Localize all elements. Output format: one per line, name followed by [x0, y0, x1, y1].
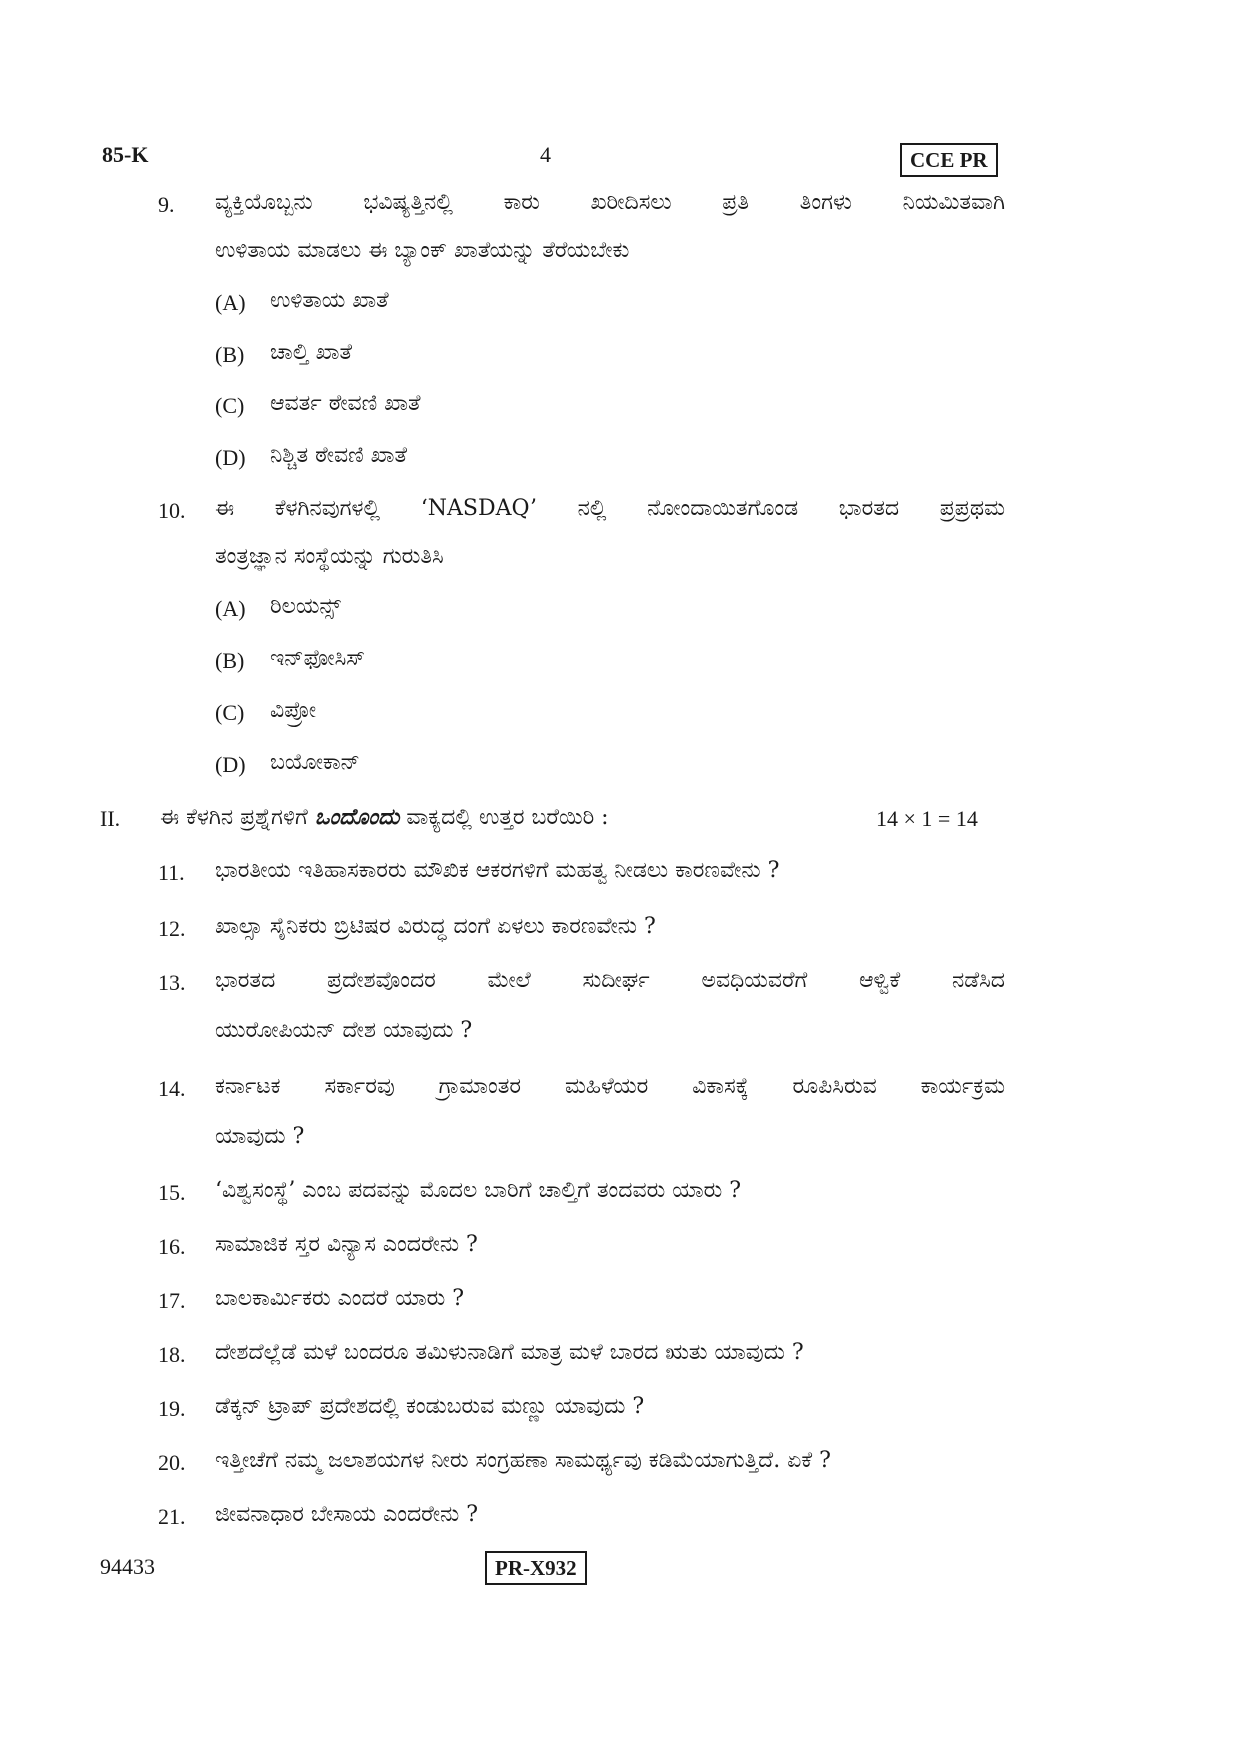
option-text: ವಿಪ್ರೋ	[270, 698, 317, 723]
question-text-line: ಭಾರತದ ಪ್ರದೇಶವೊಂದರ ಮೇಲೆ ಸುದೀರ್ಘ ಅವಧಿಯವರೆಗೆ ಆಳ್ವಿಕೆ ನಡೆಸಿದ	[215, 968, 1005, 993]
option-label: (A)	[215, 290, 246, 315]
question-text-line: ಯುರೋಪಿಯನ್ ದೇಶ ಯಾವುದು ?	[215, 1018, 473, 1043]
instruction-emphasis: ಒಂದೊಂದು	[314, 804, 400, 830]
option-label: (B)	[215, 342, 245, 367]
question-number: 11.	[158, 860, 185, 885]
option-label: (D)	[215, 445, 246, 470]
question-text-line: ದೇಶದೆಲ್ಲೆಡೆ ಮಳೆ ಬಂದರೂ ತಮಿಳುನಾಡಿಗೆ ಮಾತ್ರ ಮಳೆ ಬಾರದ ಋತು ಯಾವುದು ?	[215, 1340, 804, 1365]
option-text: ಬಯೋಕಾನ್	[270, 750, 360, 775]
question-text-line: ಜೀವನಾಧಾರ ಬೇಸಾಯ ಎಂದರೇನು ?	[215, 1502, 479, 1527]
question-text-line: ‘ವಿಶ್ವಸಂಸ್ಥೆ’ ಎಂಬ ಪದವನ್ನು ಮೊದಲ ಬಾರಿಗೆ ಚಾಲ್ತಿಗೆ ತಂದವರು ಯಾರು ?	[215, 1178, 742, 1203]
option-text: ರಿಲಯನ್ಸ್	[270, 594, 341, 619]
instruction-text: ವಾಕ್ಯದಲ್ಲಿ ಉತ್ತರ ಬರೆಯಿರಿ :	[399, 805, 609, 830]
option-label: (D)	[215, 752, 246, 777]
question-text-line: ಭಾರತೀಯ ಇತಿಹಾಸಕಾರರು ಮೌಖಿಕ ಆಕರಗಳಿಗೆ ಮಹತ್ವ ನೀಡಲು ಕಾರಣವೇನು ?	[215, 858, 780, 883]
question-text-line: ಉಳಿತಾಯ ಮಾಡಲು ಈ ಬ್ಯಾಂಕ್ ಖಾತೆಯನ್ನು ತೆರೆಯಬೇಕು	[215, 238, 630, 263]
question-number: 16.	[158, 1234, 186, 1259]
option-text: ಚಾಲ್ತಿ ಖಾತೆ	[270, 340, 352, 365]
question-number: 20.	[158, 1450, 186, 1475]
question-text-line: ಇತ್ತೀಚೆಗೆ ನಮ್ಮ ಜಲಾಶಯಗಳ ನೀರು ಸಂಗ್ರಹಣಾ ಸಾಮರ್ಥ್ಯವು ಕಡಿಮೆಯಾಗುತ್ತಿದೆ. ಏಕೆ ?	[215, 1448, 831, 1473]
question-number: 14.	[158, 1076, 186, 1101]
question-text-line: ಸಾಮಾಜಿಕ ಸ್ತರ ವಿನ್ಯಾಸ ಎಂದರೇನು ?	[215, 1232, 478, 1257]
question-number: 13.	[158, 970, 186, 995]
question-text-line: ಬಾಲಕಾರ್ಮಿಕರು ಎಂದರೆ ಯಾರು ?	[215, 1286, 465, 1311]
section-number: II.	[100, 806, 121, 831]
footer-code-badge: PR-X932	[485, 1551, 587, 1585]
question-text-line: ತಂತ್ರಜ್ಞಾನ ಸಂಸ್ಥೆಯನ್ನು ಗುರುತಿಸಿ	[215, 544, 444, 569]
question-number: 12.	[158, 916, 186, 941]
question-text-line: ಖಾಲ್ಸಾ ಸೈನಿಕರು ಬ್ರಿಟಿಷರ ವಿರುದ್ಧ ದಂಗೆ ಏಳಲು ಕಾರಣವೇನು ?	[215, 914, 656, 939]
question-text-line: ಈ ಕೆಳಗಿನವುಗಳಲ್ಲಿ ‘NASDAQ’ ನಲ್ಲಿ ನೋಂದಾಯಿತಗೊಂಡ ಭಾರತದ ಪ್ರಪ್ರಥಮ	[215, 496, 1005, 521]
instruction-text: ಈ ಕೆಳಗಿನ ಪ್ರಶ್ನೆಗಳಿಗೆ	[160, 805, 315, 830]
question-number: 10.	[158, 498, 186, 523]
option-label: (C)	[215, 700, 245, 725]
option-label: (C)	[215, 393, 245, 418]
question-text-line: ಡೆಕ್ಕನ್ ಟ್ರಾಪ್ ಪ್ರದೇಶದಲ್ಲಿ ಕಂಡುಬರುವ ಮಣ್ಣು ಯಾವುದು ?	[215, 1394, 645, 1419]
footer-number: 94433	[100, 1554, 155, 1579]
question-number: 21.	[158, 1504, 186, 1529]
question-text-line: ವ್ಯಕ್ತಿಯೊಬ್ಬನು ಭವಿಷ್ಯತ್ತಿನಲ್ಲಿ ಕಾರು ಖರೀದಿಸಲು ಪ್ರತಿ ತಿಂಗಳು ನಿಯಮಿತವಾಗಿ	[215, 190, 1005, 215]
paper-code: 85-K	[102, 142, 149, 167]
section-marks: 14 × 1 = 14	[876, 806, 978, 831]
option-text: ಆವರ್ತ ಠೇವಣಿ ಖಾತೆ	[270, 391, 421, 416]
option-text: ಉಳಿತಾಯ ಖಾತೆ	[270, 288, 389, 313]
option-text: ಇನ್‌ಫೋಸಿಸ್	[270, 646, 366, 671]
option-label: (B)	[215, 648, 245, 673]
question-number: 9.	[158, 192, 175, 217]
page-number: 4	[540, 142, 551, 167]
question-number: 17.	[158, 1288, 186, 1313]
series-badge: CCE PR	[900, 143, 998, 177]
section-instruction	[160, 804, 609, 830]
question-number: 19.	[158, 1396, 186, 1421]
question-number: 18.	[158, 1342, 186, 1367]
question-number: 15.	[158, 1180, 186, 1205]
option-text: ನಿಶ್ಚಿತ ಠೇವಣಿ ಖಾತೆ	[270, 443, 407, 468]
option-label: (A)	[215, 596, 246, 621]
question-text-line: ಕರ್ನಾಟಕ ಸರ್ಕಾರವು ಗ್ರಾಮಾಂತರ ಮಹಿಳೆಯರ ವಿಕಾಸಕ್ಕೆ ರೂಪಿಸಿರುವ ಕಾರ್ಯಕ್ರಮ	[215, 1074, 1005, 1099]
question-text-line: ಯಾವುದು ?	[215, 1124, 305, 1149]
